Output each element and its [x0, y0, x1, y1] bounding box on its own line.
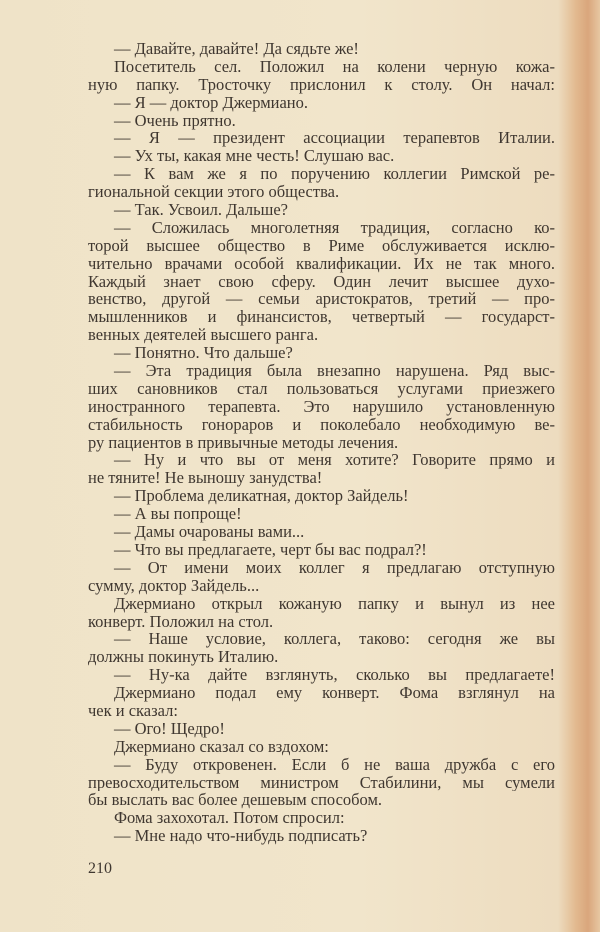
text-line: — Так. Усвоил. Дальше? [114, 200, 288, 220]
text-line: Джермиано открыл кожаную папку и вынул из нее [114, 594, 555, 613]
text-line: не тяните! Не выношу занудства! [88, 468, 323, 488]
text-line: ших сановников стал пользоваться услугами приезжего [88, 379, 555, 398]
text-line: чительно врачами особой квалификации. Их не так много. [88, 254, 555, 273]
text-line: Посетитель сел. Положил на колени черную кожа- [114, 57, 555, 76]
text-line: Каждый знает свою сферу. Один лечит высшее духо- [88, 272, 555, 291]
text-line: Фома захохотал. Потом спросил: [114, 808, 345, 828]
text-line: — Что вы предлагаете, черт бы вас подрал?! [114, 539, 427, 559]
text-line: должны покинуть Италию. [88, 647, 279, 667]
text-line: — Ну и что вы от меня хотите? Говорите прямо и [114, 451, 555, 470]
text-line: — Дамы очарованы вами... [114, 522, 305, 542]
text-line: — Очень прятно. [114, 110, 236, 130]
text-line: иностранного терапевта. Это нарушило установленную [88, 397, 555, 416]
text-line: — Сложилась многолетняя традиция, согласно ко- [114, 218, 555, 237]
text-line: — К вам же я по поручению коллегии Римской ре- [114, 165, 555, 184]
text-line: мышленников и финансистов, четвертый — государст- [88, 308, 555, 327]
text-line: венных деятелей высшего ранга. [88, 325, 319, 345]
text-line: бы выслать вас более дешевым способом. [88, 790, 383, 810]
text-line: Джермиано сказал со вздохом: [114, 736, 329, 756]
text-line: — Ну-ка дайте взглянуть, сколько вы предлагаете! [114, 666, 555, 685]
text-line: — Мне надо что-нибудь подписать? [114, 826, 368, 846]
text-line: ную папку. Тросточку прислонил к столу. Он начал: [88, 75, 555, 94]
text-line: гиональной секции этого общества. [88, 182, 340, 202]
text-line: ру пациентов в привычные методы лечения. [88, 432, 399, 452]
book-page-text [88, 40, 555, 845]
text-line: — Эта традиция была внезапно нарушена. Ряд выс- [114, 362, 555, 380]
text-line: — От имени моих коллег я предлагаю отступную [114, 558, 555, 577]
text-line: — Ого! Щедро! [114, 718, 225, 738]
text-line: — Проблема деликатная, доктор Зайдель! [114, 486, 409, 506]
text-line: Джермиано подал ему конверт. Фома взглянул на [114, 684, 555, 702]
text-line: — А вы попроще! [114, 504, 242, 524]
text-line: — Я — доктор Джермиано. [114, 92, 309, 112]
text-line: сумму, доктор Зайдель... [88, 575, 260, 595]
text-line: торой высшее общество в Риме обслуживается исклю- [88, 236, 555, 255]
text-line: стабильность гонораров и поколебало необходимую ве- [88, 415, 555, 434]
page-number: 210 [88, 860, 112, 877]
text-line: — Давайте, давайте! Да сядьте же! [114, 39, 359, 58]
text-line: — Понятно. Что дальше? [114, 343, 293, 363]
text-line: чек и сказал: [88, 700, 178, 720]
text-line: венство, другой — семьи аристократов, третий — про- [88, 290, 555, 309]
text-line: превосходительством министром Стабилини, мы сумели [88, 773, 555, 792]
text-line: — Наше условие, коллега, таково: сегодня же вы [114, 630, 555, 649]
text-line: — Я — президент ассоциации терапевтов Италии. [114, 129, 555, 148]
text-line: — Ух ты, какая мне честь! Слушаю вас. [114, 146, 395, 166]
text-line: — Буду откровенен. Если б не ваша дружба с его [114, 755, 555, 774]
text-line: конверт. Положил на стол. [88, 611, 274, 631]
